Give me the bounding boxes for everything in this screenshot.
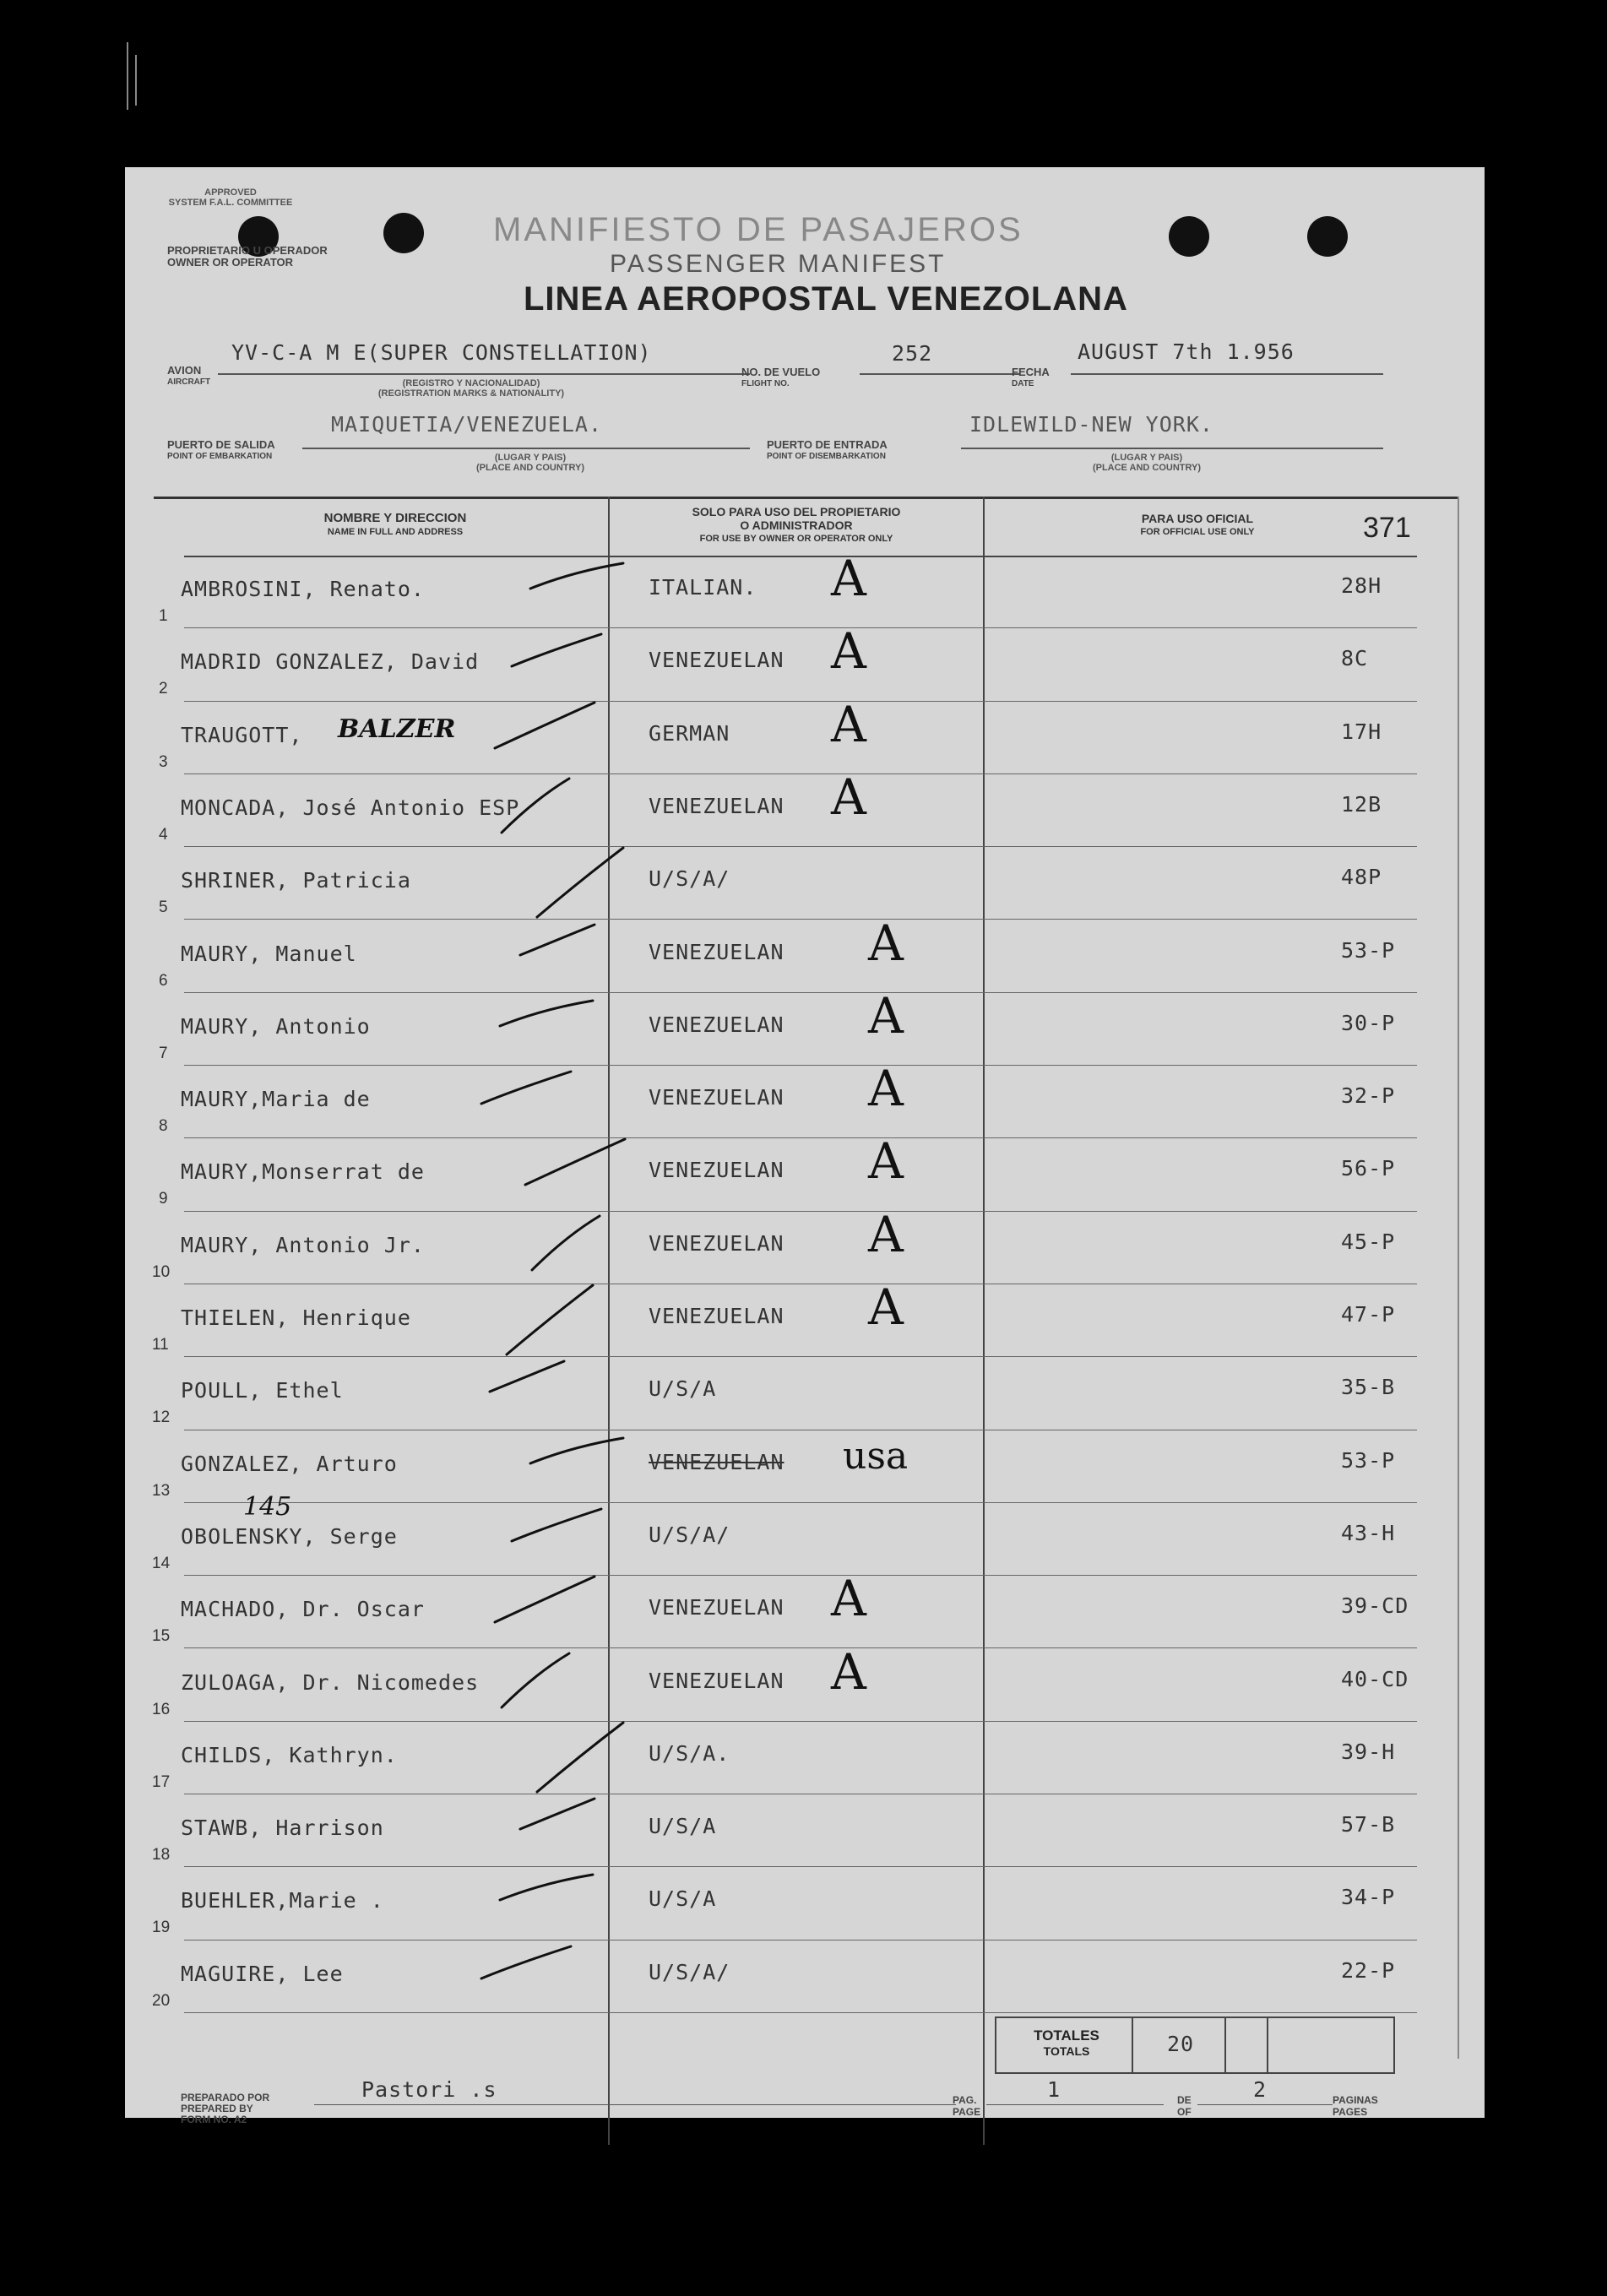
page-rule [986, 2104, 1164, 2105]
col-head-owner-es: SOLO PARA USO DEL PROPIETARIO [692, 505, 901, 518]
passenger-seat: 28H [1341, 573, 1382, 598]
col-head-name [235, 511, 556, 540]
row-rule [184, 1502, 1417, 1503]
row-rule [184, 1721, 1417, 1722]
row-rule [184, 846, 1417, 847]
row-number: 16 [152, 1700, 171, 1718]
passenger-seat: 53-P [1341, 1447, 1396, 1473]
flight-value: 252 [892, 341, 933, 366]
table-row [125, 914, 1485, 997]
row-number: 13 [152, 1481, 171, 1500]
row-number: 9 [159, 1190, 168, 1208]
check-mark [522, 1430, 649, 1514]
check-mark [491, 1284, 618, 1368]
form-number: FORM NO. A2 [181, 2114, 247, 2125]
table-row [125, 1060, 1485, 1143]
flight-label-es: NO. DE VUELO [741, 366, 821, 378]
check-mark [522, 846, 649, 931]
prepared-label-es: PREPARADO POR [181, 2092, 270, 2103]
table-row [125, 1491, 1485, 1580]
passenger-seat: 45-P [1341, 1229, 1396, 1254]
header-bottom-rule [184, 556, 1417, 557]
embarkation-rule [302, 448, 750, 449]
passenger-nationality: VENEZUELAN [649, 939, 784, 964]
table-row [125, 1642, 1485, 1726]
passenger-name: MONCADA, José Antonio ESP [181, 795, 520, 820]
table-row [125, 1570, 1485, 1653]
passenger-name: MAURY, Antonio [181, 1013, 371, 1039]
disembarkation-note-es: (LUGAR Y PAIS) [1110, 453, 1183, 463]
flight-label [741, 366, 820, 390]
passenger-nationality: VENEZUELAN [649, 1085, 784, 1110]
date-rule [1071, 373, 1383, 375]
passenger-nationality: VENEZUELAN [649, 1449, 784, 1474]
page-stamp: 371 [1363, 512, 1411, 544]
passenger-name: MACHADO, Dr. Oscar [181, 1597, 425, 1622]
owner-label [167, 245, 328, 269]
check-mark [476, 1648, 603, 1733]
owner-label-en: OWNER OR OPERATOR [167, 256, 294, 269]
row-number: 6 [159, 971, 168, 990]
disembarkation-value: IDLEWILD-NEW YORK. [969, 412, 1213, 437]
owner-label-es: PROPRIETARIO U OPERADOR [167, 244, 328, 257]
of-label [1177, 2094, 1192, 2118]
disembarkation-label-es: PUERTO DE ENTRADA [767, 438, 888, 451]
of-label-es: DE [1177, 2094, 1192, 2106]
table-row [125, 1726, 1485, 1799]
aircraft-label [167, 365, 210, 388]
handwritten-mark: A [831, 1570, 866, 1628]
aircraft-label-en: AIRCRAFT [167, 377, 211, 387]
row-rule [184, 1356, 1417, 1357]
passenger-seat: 22-P [1341, 1957, 1396, 1983]
scan-edge-mark [135, 55, 137, 106]
passenger-name: MAGUIRE, Lee [181, 1961, 344, 1986]
passenger-name: POULL, Ethel [181, 1378, 344, 1403]
disembarkation-rule [961, 448, 1383, 449]
table-row [125, 1871, 1485, 1944]
prepared-label [181, 2092, 269, 2125]
totals-label-en: TOTALS [1043, 2044, 1090, 2058]
check-mark [476, 1940, 603, 2024]
table-row [125, 1278, 1485, 1361]
flight-label-en: FLIGHT NO. [741, 379, 790, 388]
col-head-owner-en: FOR USE BY OWNER OR OPERATOR ONLY [699, 534, 893, 544]
row-number: 3 [159, 752, 168, 771]
passenger-nationality: VENEZUELAN [649, 1158, 784, 1183]
disembarkation-label-en: POINT OF DISEMBARKATION [767, 452, 886, 461]
passenger-name: CHILDS, Kathryn. [181, 1742, 398, 1767]
row-rule [184, 773, 1417, 774]
manifest-sheet [125, 167, 1485, 2125]
embarkation-label-es: PUERTO DE SALIDA [167, 438, 275, 451]
passenger-name: MAURY,Monserrat de [181, 1159, 425, 1185]
row-number: 15 [152, 1627, 171, 1646]
embarkation-note-es: (LUGAR Y PAIS) [494, 453, 567, 463]
prepared-rule [314, 2104, 956, 2105]
table-row [125, 1945, 1485, 2017]
page-label [953, 2094, 980, 2118]
handwritten-mark: A [868, 1132, 904, 1191]
embarkation-value: MAIQUETIA/VENEZUELA. [331, 412, 603, 437]
handwritten-mark: A [831, 622, 866, 681]
totals-divider-2 [1224, 2016, 1226, 2072]
aircraft-label-es: AVION [167, 364, 202, 377]
embarkation-note-en: (PLACE AND COUNTRY) [475, 463, 585, 473]
col-head-official [1071, 512, 1324, 539]
handwritten-mark: A [868, 1205, 904, 1263]
passenger-nationality: U/S/A/ [649, 866, 730, 892]
check-mark [476, 1356, 603, 1441]
passenger-name: OBOLENSKY, Serge [181, 1523, 398, 1549]
scan-edge-mark [127, 42, 128, 110]
passenger-seat: 17H [1341, 719, 1382, 744]
row-number: 20 [152, 1991, 171, 2010]
passenger-seat: 35-B [1341, 1375, 1396, 1400]
passenger-seat: 48P [1341, 865, 1382, 890]
check-mark [491, 701, 618, 785]
row-rule [184, 1065, 1417, 1066]
passenger-seat: 40-CD [1341, 1666, 1409, 1691]
row-number: 19 [152, 1919, 171, 1937]
col-head-name-en: NAME IN FULL AND ADDRESS [327, 527, 464, 537]
prepared-value: Pastori .s [361, 2077, 497, 2102]
passenger-name: STAWB, Harrison [181, 1816, 384, 1841]
passenger-nationality: U/S/A/ [649, 1522, 730, 1547]
check-mark [491, 1866, 618, 1951]
passenger-nationality: VENEZUELAN [649, 1230, 784, 1256]
passenger-nationality: VENEZUELAN [649, 793, 784, 818]
row-number: 8 [159, 1117, 168, 1136]
row-rule [184, 992, 1417, 993]
row-rule [184, 1211, 1417, 1212]
passenger-nationality: ITALIAN. [649, 575, 757, 600]
handwritten-mark: A [831, 768, 866, 826]
totals-divider-3 [1267, 2016, 1268, 2072]
passenger-name: MAURY,Maria de [181, 1087, 371, 1112]
handwritten-number: 145 [243, 1491, 292, 1522]
handwritten-mark: A [868, 914, 904, 972]
punch-hole-2 [383, 213, 424, 253]
col-head-official-en: FOR OFFICIAL USE ONLY [1140, 527, 1255, 537]
flight-rule [860, 373, 1020, 375]
row-rule [184, 627, 1417, 628]
check-mark [507, 627, 633, 712]
approval-line: APPROVED [204, 187, 257, 198]
passenger-name: TRAUGOTT, [181, 722, 303, 747]
table-row [125, 550, 1485, 632]
passenger-nationality: VENEZUELAN [649, 1668, 784, 1693]
col-head-official-es: PARA USO OFICIAL [1141, 512, 1254, 525]
handwritten-mark: A [831, 1642, 866, 1701]
passenger-seat: 32-P [1341, 1083, 1396, 1109]
pages-label [1333, 2094, 1378, 2118]
col-head-name-es: NOMBRE Y DIRECCION [323, 511, 467, 525]
passenger-seat: 57-B [1341, 1812, 1396, 1837]
passenger-name: ZULOAGA, Dr. Nicomedes [181, 1669, 480, 1695]
row-number: 2 [159, 680, 168, 698]
aircraft-note-es: (REGISTRO Y NACIONALIDAD) [402, 378, 540, 388]
date-label-es: FECHA [1012, 366, 1050, 378]
col-head-owner-es2: O ADMINISTRADOR [740, 518, 853, 532]
date-label-en: DATE [1012, 379, 1034, 388]
check-mark [476, 1065, 603, 1149]
row-number: 11 [152, 1336, 169, 1354]
check-mark [491, 1575, 618, 1659]
passenger-name: MAURY, Manuel [181, 941, 357, 966]
passenger-seat: 39-CD [1341, 1593, 1409, 1619]
table-row [125, 1799, 1485, 1871]
row-number: 18 [152, 1846, 171, 1864]
row-rule [184, 1647, 1417, 1648]
passenger-nationality: U/S/A [649, 1814, 717, 1839]
aircraft-note-en: (REGISTRATION MARKS & NATIONALITY) [377, 388, 565, 399]
date-label [1012, 366, 1050, 390]
aircraft-note [345, 378, 598, 399]
passenger-nationality: GERMAN [649, 720, 730, 746]
totals-value: 20 [1167, 2032, 1195, 2056]
passenger-seat: 53-P [1341, 937, 1396, 963]
table-top-rule [154, 497, 1458, 499]
passenger-seat: 30-P [1341, 1010, 1396, 1035]
check-mark [522, 555, 649, 639]
page-label-es: PAG. [953, 2094, 977, 2106]
check-mark [507, 1794, 633, 1878]
row-rule [184, 1866, 1417, 1867]
passenger-seat: 56-P [1341, 1156, 1396, 1181]
check-mark [491, 992, 618, 1077]
check-mark [476, 773, 603, 858]
handwritten-mark: A [831, 550, 866, 607]
check-mark [522, 1721, 649, 1805]
passenger-nationality: VENEZUELAN [649, 1012, 784, 1037]
handwritten-mark: A [868, 986, 904, 1045]
passenger-seat: 39-H [1341, 1739, 1396, 1764]
handwritten-mark: A [831, 695, 866, 753]
check-mark [507, 1211, 633, 1295]
table-row [125, 1132, 1485, 1215]
row-number: 7 [159, 1044, 168, 1062]
passenger-nationality: VENEZUELAN [649, 648, 784, 673]
row-rule [184, 701, 1417, 702]
passenger-seat: 43-H [1341, 1520, 1396, 1545]
passenger-name: MADRID GONZALEZ, David [181, 649, 480, 675]
totals-divider-1 [1132, 2016, 1133, 2072]
handwritten-mark: usa [843, 1434, 909, 1478]
row-number: 1 [159, 607, 168, 625]
pages-label-es: PAGINAS [1333, 2094, 1378, 2106]
row-number: 4 [159, 825, 168, 844]
passenger-nationality: U/S/A. [649, 1740, 730, 1766]
passenger-nationality: U/S/A/ [649, 1959, 730, 1984]
pages-label-en: PAGES [1333, 2106, 1368, 2118]
handwritten-name: BALZER [338, 714, 456, 744]
passenger-nationality: VENEZUELAN [649, 1595, 784, 1620]
aircraft-value: YV-C-A M E(SUPER CONSTELLATION) [231, 340, 652, 365]
row-number: 10 [152, 1262, 171, 1281]
prepared-label-en: PREPARED BY [181, 2103, 253, 2114]
table-row [125, 622, 1485, 705]
airline-name: LINEA AEROPOSTAL VENEZOLANA [524, 280, 1128, 318]
handwritten-mark: A [868, 1278, 904, 1336]
table-row [125, 1361, 1485, 1434]
passenger-seat: 8C [1341, 646, 1369, 671]
row-number: 12 [152, 1409, 171, 1427]
handwritten-mark: A [868, 1060, 904, 1118]
table-row [125, 695, 1485, 779]
row-number: 14 [152, 1554, 171, 1572]
passenger-name: GONZALEZ, Arturo [181, 1451, 398, 1476]
passenger-seat: 34-P [1341, 1885, 1396, 1910]
table-row [125, 851, 1485, 924]
disembarkation-note [1071, 453, 1223, 473]
passenger-nationality: VENEZUELAN [649, 1304, 784, 1328]
row-number: 17 [152, 1772, 171, 1791]
embarkation-label [167, 439, 275, 463]
embarkation-note [454, 453, 606, 473]
of-rule [1197, 2104, 1333, 2105]
passenger-nationality: U/S/A [649, 1376, 717, 1402]
embarkation-label-en: POINT OF EMBARKATION [167, 452, 273, 461]
approval-line: SYSTEM F.A.L. COMMITTEE [168, 198, 293, 208]
title-es: MANIFIESTO DE PASAJEROS [493, 211, 1023, 248]
table-row [125, 986, 1485, 1070]
totals-label-es: TOTALES [1034, 2027, 1099, 2044]
passenger-name: MAURY, Antonio Jr. [181, 1232, 425, 1257]
row-rule [184, 919, 1417, 920]
punch-hole-4 [1307, 216, 1348, 257]
date-value: AUGUST 7th 1.956 [1078, 339, 1295, 364]
passenger-nationality: U/S/A [649, 1886, 717, 1912]
row-rule [184, 2012, 1417, 2013]
page-label-en: PAGE [953, 2106, 981, 2118]
of-value: 2 [1253, 2077, 1268, 2102]
disembarkation-note-en: (PLACE AND COUNTRY) [1092, 463, 1202, 473]
table-row [125, 768, 1485, 851]
page-value: 1 [1047, 2077, 1061, 2102]
row-number: 5 [159, 898, 168, 917]
passenger-name: AMBROSINI, Renato. [181, 577, 425, 601]
passenger-seat: 12B [1341, 791, 1382, 817]
of-label-en: OF [1177, 2106, 1192, 2118]
passenger-name: SHRINER, Patricia [181, 868, 411, 893]
disembarkation-label [767, 439, 888, 463]
title-en: PASSENGER MANIFEST [610, 250, 947, 278]
check-mark [507, 1502, 633, 1587]
passenger-name: BUEHLER,Marie . [181, 1888, 384, 1913]
passenger-name: THIELEN, Henrique [181, 1305, 411, 1330]
check-mark [507, 920, 633, 1004]
table-row [125, 1205, 1485, 1289]
totals-label [1003, 2028, 1130, 2059]
check-mark [522, 1137, 649, 1222]
row-rule [184, 1137, 1417, 1138]
punch-hole-3 [1169, 216, 1209, 257]
aircraft-rule [218, 373, 750, 375]
col-head-owner [615, 505, 978, 546]
approval-note [167, 187, 294, 208]
table-row [125, 1435, 1485, 1507]
passenger-seat: 47-P [1341, 1302, 1396, 1327]
row-rule [184, 1575, 1417, 1576]
